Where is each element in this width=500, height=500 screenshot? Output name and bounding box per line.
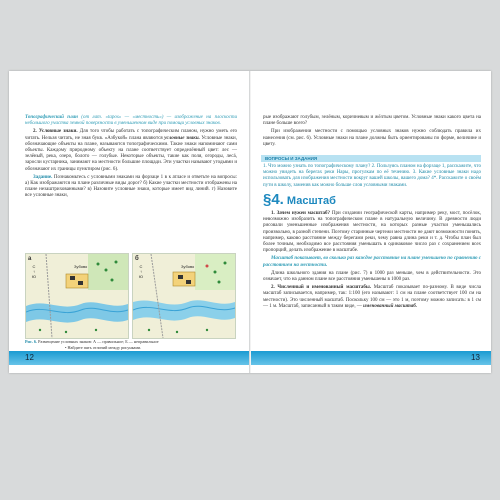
- right-page-footer-bar: [251, 351, 491, 365]
- village-label-a: Зубово: [74, 264, 88, 269]
- para2-term: условные знаки.: [164, 135, 200, 141]
- q2-body: Масштаб показывает по-разному. В виде числа масштаб записывается, например, так: 1:100 (его называют: 1 см на плане соответствует 100 см на местности). Это численный масштаб. Поскольку 100 см — это 1 м, поэтому можно записать: в 1 см — 1 м. Масштаб, записанный в таком виде, —: [263, 285, 482, 309]
- section-number: §4.: [263, 191, 284, 208]
- left-page: [9, 71, 249, 373]
- questions-text: 1. Что можно узнать по топографическому плану? 2. Пользуясь планом на форзаце 1, расскажите, что можно увидеть на берегах реки Нары, прогулкам по её течению. 3. Какие условные знаки надо использовать для изображения местности вокруг вашей школы, вашего дома? 4*. Расскажите о своём пути в школу, заменив как можно больше слов условными знаками.: [263, 164, 481, 188]
- questions-section-title: ВОПРОСЫ И ЗАДАНИЯ: [265, 156, 318, 161]
- compass-b: [137, 264, 145, 279]
- q2-term: именованный масштаб.: [363, 303, 418, 309]
- para2-body-2: Условные знаки, обозначающие объекты на плане, называются топографическими. Такие знаки напоминают сами объекты. Каждому природному объекту на плане соответствует определённый цвет: лес — зелёный, река, озеро, болото — голубые. Некоторые объекты, такие как поля, огороды, лесá, заросли кустарника, занимают на местности большие площади. Эти участки называют угодьями и обозначают их границы пунктиром (рис. 6).: [25, 135, 237, 172]
- compass-arrow-icon: ↑: [33, 269, 35, 274]
- placement-rule: При изображении местности с помощью условных знаков нужно соблюдать правила их нанесения (см. рис. 6). Условные знаки на плане должны быть ориентированы по форме, величине и цвету.: [263, 129, 481, 147]
- q1-title: Зачем нужен масштаб?: [276, 211, 331, 216]
- compass-south: Ю: [138, 274, 144, 279]
- section-body: [263, 211, 481, 312]
- map-a: [25, 253, 129, 339]
- compass-a: [30, 264, 38, 279]
- term-origin: (от лат. «taрos» — «местность»): [81, 115, 164, 120]
- caption-question-1: • Найдите пять отличий между рисунками.: [65, 344, 142, 350]
- right-page: [251, 71, 491, 373]
- q2-number: 2.: [271, 285, 275, 291]
- map-b-label: б: [135, 256, 139, 262]
- term-topo-plan: Топографический план: [25, 115, 78, 120]
- right-page-number: 13: [471, 353, 480, 362]
- section-title: Масштаб: [286, 195, 336, 207]
- para2-title: Условные знаки.: [38, 129, 78, 135]
- section-heading: [263, 191, 336, 208]
- q2-title: Численный и именованный масштабы.: [277, 285, 372, 291]
- scale-definition: Масштаб показывает, во сколько раз каждое расстояние на плане уменьшено по сравнению с расстоянием на местности.: [263, 256, 481, 268]
- village-label-b: Зубово: [181, 264, 195, 269]
- left-page-number: 12: [25, 353, 34, 362]
- task-label: Задание.: [33, 174, 53, 180]
- q1-body: При создании географической карты, например реку, мост, посёлок, невозможно изобразить на топографическом плане в натуральную величину. В древности люди рисовали уменьшенные изображения местности, на которых разные участки уменьшались произвольно, в разной степени. Поэтому старинные чертежи местности не дают возможности понять, например, каково расстояние между берегами реки, чему равна длина реки и т. д. Чтобы план был более точным, необходимо все расстояния уменьшать в одинаковое число раз с сохранением всех пропорций, делать изображение в масштабе.: [263, 211, 482, 254]
- map-b: [132, 253, 236, 339]
- map-a-label: а: [28, 256, 32, 262]
- q1-number: 1.: [271, 211, 275, 216]
- intro-definition: — изображение на плоскости небольшого участка земной поверхности в уменьшенном виде при помощи условных знаков.: [25, 115, 238, 127]
- compass-south: Ю: [31, 274, 37, 279]
- scale-example: Длина школьного здания на плане (рис. 7) в 1000 раз меньше, чем в действительности. Это означает, что на данном плане все расстояния уменьшены в 1000 раз.: [263, 270, 481, 283]
- left-page-footer-bar: [9, 351, 249, 365]
- left-intro: [25, 115, 237, 202]
- right-top-text: [263, 115, 481, 150]
- task-body: Познакомьтесь с условными знаками на форзаце 1 в к атласе и ответьте на вопросы: а) Как изображаются на плане различные виды дорог? б) Какие участки местности отображены на плане незаштрихованными? в) Назовите условные знаки, которые имеет вид линий. г) Назовите все условные знаки,: [25, 174, 237, 199]
- questions-list: [263, 164, 481, 191]
- para2-number: 2.: [33, 129, 37, 135]
- figure-6-maps: [25, 253, 235, 337]
- compass-north: С: [32, 264, 36, 269]
- para2-body: Для того чтобы работать с топографическим планом, нужно уметь его читать. Нельзя читать, не зная букв. «Азбукой» плана являются: [25, 129, 238, 141]
- compass-arrow-icon: ↑: [140, 269, 142, 274]
- compass-north: С: [139, 264, 143, 269]
- caption-ref: Рис. 6.: [25, 339, 38, 344]
- book-spread: [9, 71, 491, 373]
- questions-section-bar: [261, 155, 481, 162]
- top-continuation: рые изображают голубым, зелёным, коричневым и жёлтым цветом. Условные знаки какого цвета на плане больше всего?: [263, 115, 481, 127]
- caption-body: Размещение условных знаков: А — правильное; Б — неправильное: [37, 339, 159, 344]
